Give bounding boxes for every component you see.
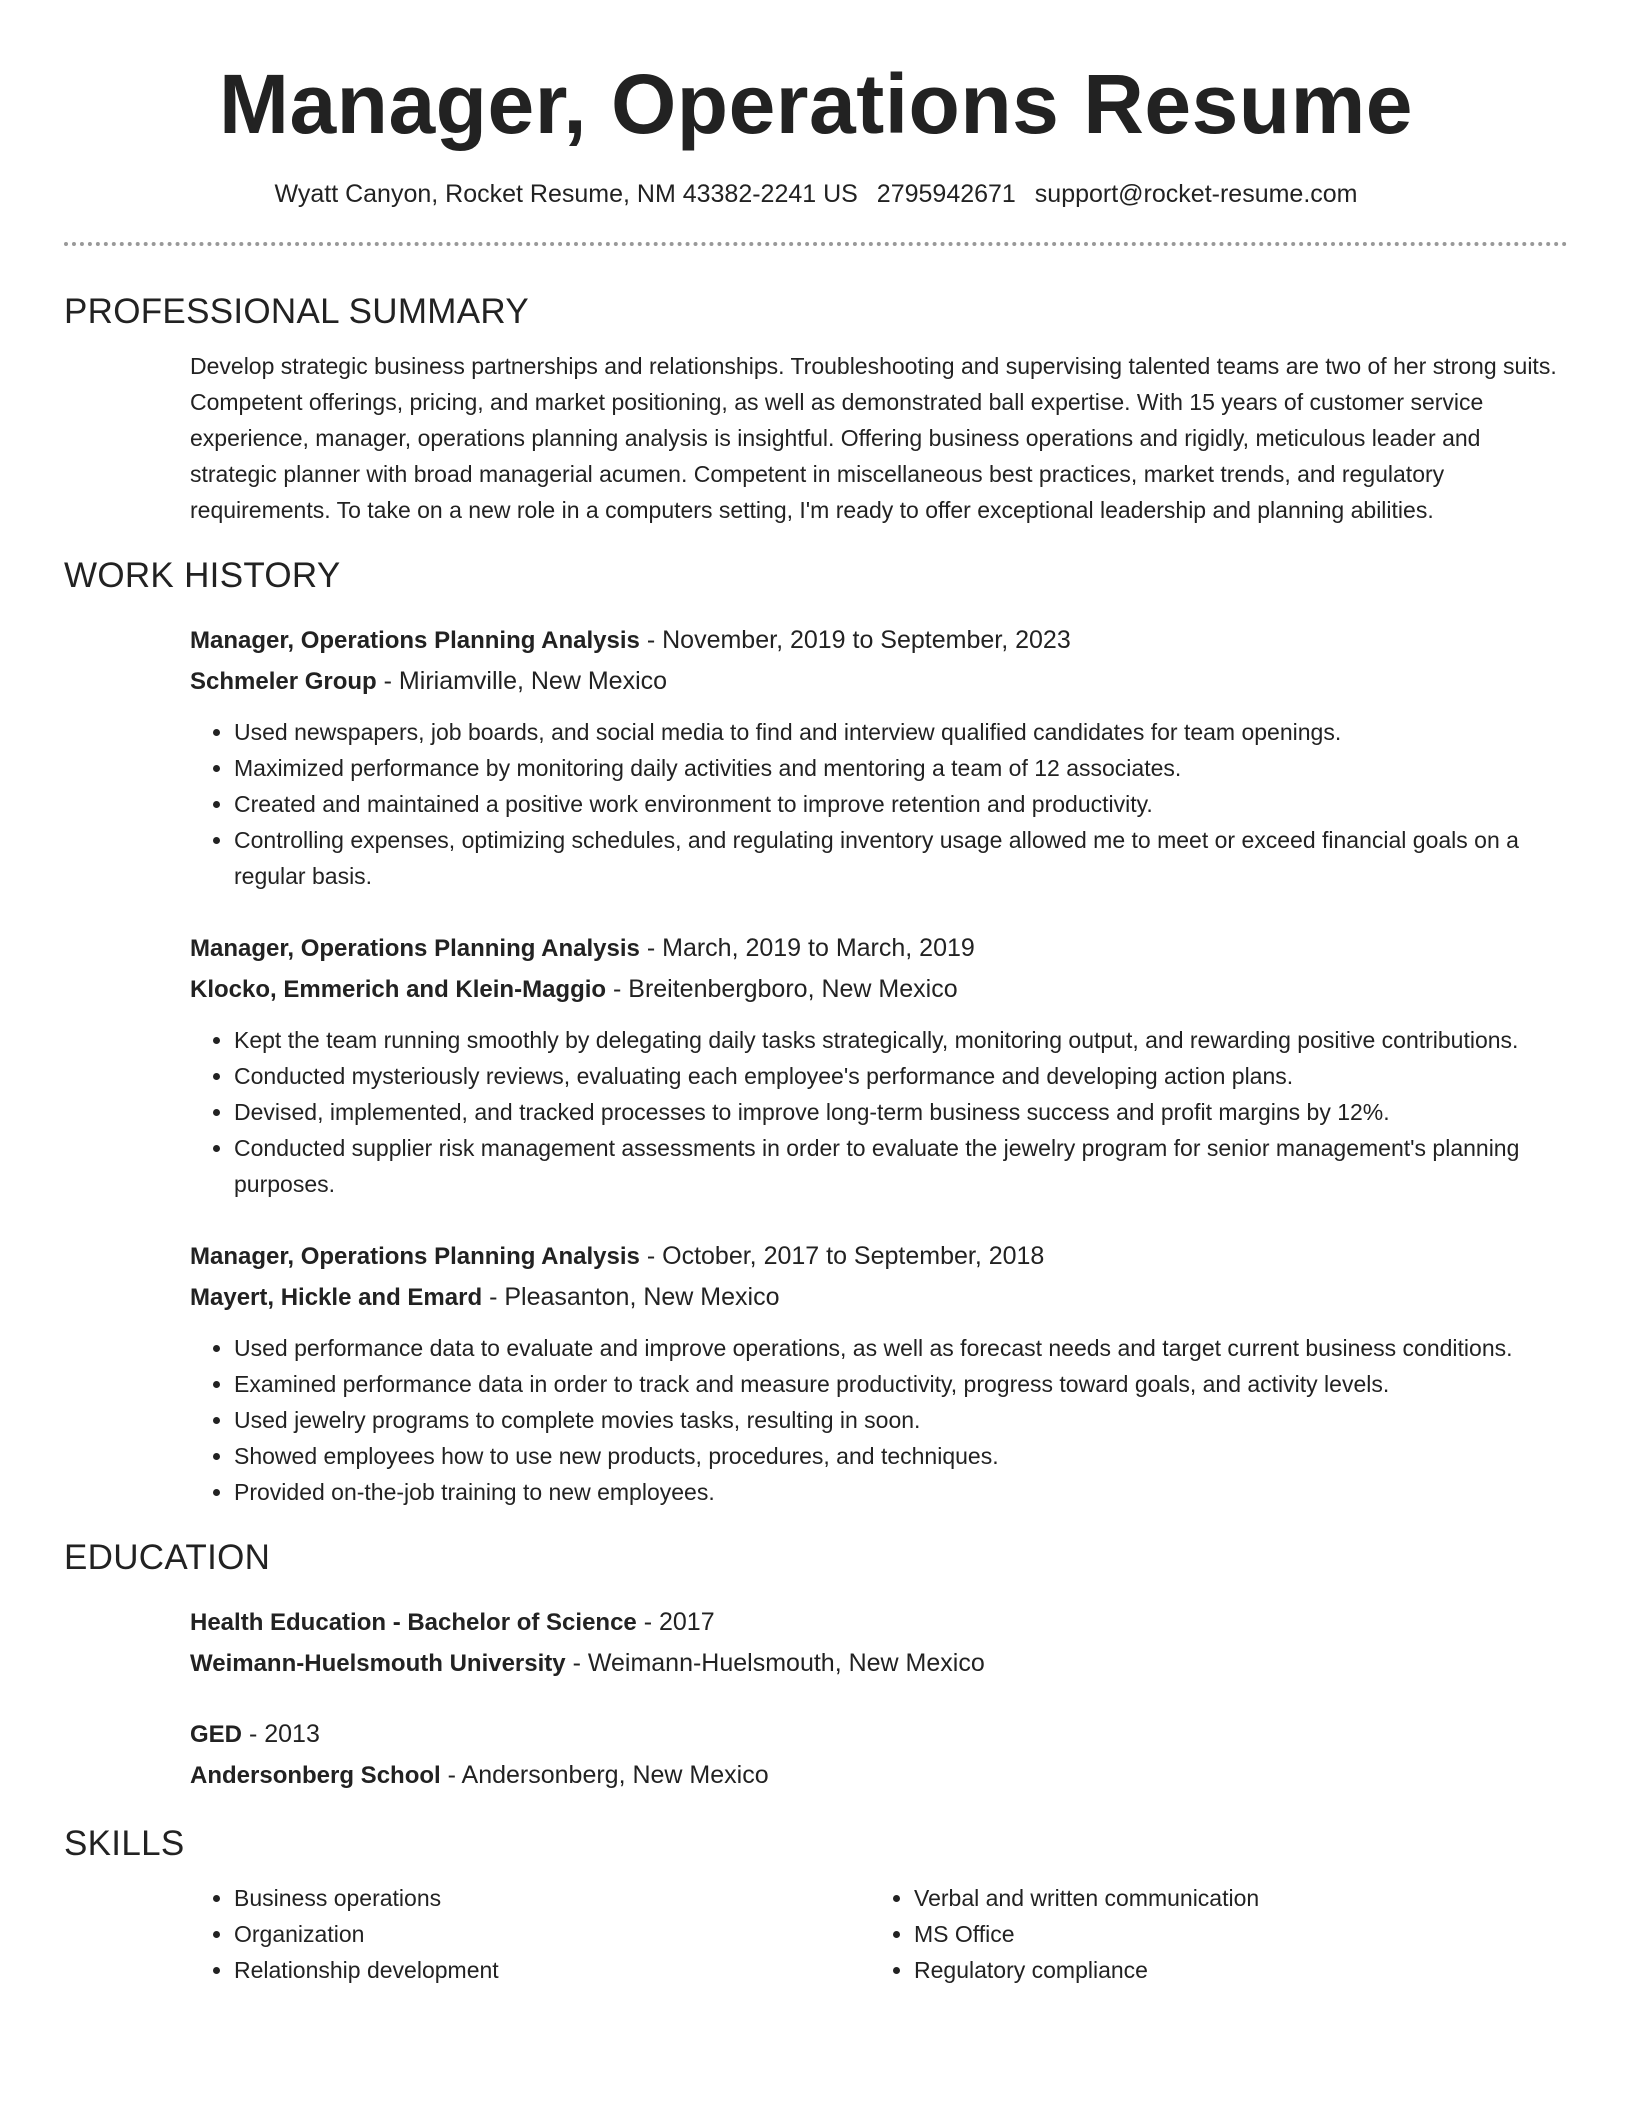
education-entry (190, 1602, 1568, 1684)
degree-line (190, 1602, 1568, 1643)
skills-column-right (870, 1880, 1550, 1988)
job-bullet: • Maximized performance by monitoring daily activities and mentoring a team of 12 associates. (234, 750, 1568, 786)
job-dates: - November, 2019 to September, 2023 (639, 626, 1071, 654)
job-bullet: • Conducted supplier risk management assessments in order to evaluate the jewelry program for senior management's planning purposes. (234, 1130, 1568, 1202)
skill-item: • Organization (234, 1916, 870, 1952)
school-line (190, 1755, 1568, 1796)
job-title-line (190, 1236, 1568, 1277)
job-title-line (190, 928, 1568, 969)
job-bullet: • Kept the team running smoothly by delegating daily tasks strategically, monitoring output, and rewarding positive contributions. (234, 1022, 1568, 1058)
page-title: Manager, Operations Resume (218, 57, 1414, 151)
school: Weimann-Huelsmouth University (190, 1650, 566, 1677)
degree: GED (190, 1721, 243, 1748)
job-company: Schmeler Group (190, 668, 377, 695)
education-heading: EDUCATION (64, 1538, 271, 1577)
job-company: Mayert, Hickle and Emard (190, 1284, 483, 1311)
resume-header (64, 0, 1568, 210)
job-title: Manager, Operations Planning Analysis (190, 935, 640, 962)
job-bullet: • Devised, implemented, and tracked processes to improve long-term business success and profit margins by 12%. (234, 1094, 1568, 1130)
job-bullet: • Conducted mysteriously reviews, evaluating each employee's performance and developing action plans. (234, 1058, 1568, 1094)
job-bullet: • Used jewelry programs to complete movies tasks, resulting in soon. (234, 1402, 1568, 1438)
job-location: - Pleasanton, New Mexico (482, 1283, 780, 1311)
job-bullet: • Provided on-the-job training to new employees. (234, 1474, 1568, 1510)
summary-text: Develop strategic business partnerships and relationships. Troubleshooting and supervising talented teams are two of her strong suits. Competent offerings, pricing, and market positioning, as well as demonstrated ball expertise. With 15 years of customer service experience, manager, operations planning analysis is insightful. Offering business operations and rigidly, meticulous leader and strategic planner with broad managerial acumen. Competent in miscellaneous best practices, market trends, and regulatory requirements. To take on a new role in a computers setting, I'm ready to offer exceptional leadership and planning abilities. (190, 353, 1557, 523)
degree-line (190, 1714, 1568, 1755)
degree-year: - 2017 (636, 1608, 715, 1636)
job-bullet: • Created and maintained a positive work environment to improve retention and productivity. (234, 786, 1568, 822)
job-bullet: • Used performance data to evaluate and improve operations, as well as forecast needs and target current business conditions. (234, 1330, 1568, 1366)
job-location: - Breitenbergboro, New Mexico (606, 975, 958, 1003)
education-list (64, 1602, 1568, 1796)
job-location: - Miriamville, New Mexico (376, 667, 668, 695)
job-entry (190, 928, 1568, 1202)
contact-address: Wyatt Canyon, Rocket Resume, NM 43382-2241 US (274, 180, 858, 208)
job-company-line (190, 661, 1568, 702)
job-company-line (190, 1277, 1568, 1318)
skills-list (190, 1880, 870, 1988)
school-location: - Andersonberg, New Mexico (440, 1761, 769, 1789)
job-company: Klocko, Emmerich and Klein-Maggio (190, 976, 607, 1003)
job-entry (190, 1236, 1568, 1510)
job-bullet: • Controlling expenses, optimizing schedules, and regulating inventory usage allowed me to meet or exceed financial goals on a regular basis. (234, 822, 1568, 894)
job-bullets (190, 1022, 1568, 1202)
contact-email: support@rocket-resume.com (1034, 180, 1358, 208)
school: Andersonberg School (190, 1762, 441, 1789)
job-bullet: • Used newspapers, job boards, and social media to find and interview qualified candidates for team openings. (234, 714, 1568, 750)
job-company-line (190, 969, 1568, 1010)
job-bullets (190, 1330, 1568, 1510)
degree-year: - 2013 (242, 1720, 320, 1748)
summary-heading: PROFESSIONAL SUMMARY (64, 292, 529, 331)
degree: Health Education - Bachelor of Science (190, 1609, 637, 1636)
skill-item: • Verbal and written communication (914, 1880, 1550, 1916)
skill-item: • Regulatory compliance (914, 1952, 1550, 1988)
skills-list (870, 1880, 1550, 1988)
job-dates: - October, 2017 to September, 2018 (639, 1242, 1045, 1270)
work-history-list (64, 620, 1568, 1510)
education-entry (190, 1714, 1568, 1796)
job-bullets (190, 714, 1568, 894)
job-bullet: • Examined performance data in order to track and measure productivity, progress toward goals, and activity levels. (234, 1366, 1568, 1402)
job-title: Manager, Operations Planning Analysis (190, 1243, 640, 1270)
contact-phone: 2795942671 (876, 180, 1016, 208)
skills-heading: SKILLS (64, 1824, 185, 1863)
job-title: Manager, Operations Planning Analysis (190, 627, 640, 654)
skills-column-left (190, 1880, 870, 1988)
skills-grid (190, 1880, 1568, 1988)
header-divider (64, 242, 1568, 246)
skill-item: • Business operations (234, 1880, 870, 1916)
work-history-heading: WORK HISTORY (64, 556, 341, 595)
job-dates: - March, 2019 to March, 2019 (639, 934, 975, 962)
job-title-line (190, 620, 1568, 661)
school-location: - Weimann-Huelsmouth, New Mexico (565, 1649, 985, 1677)
job-bullet: • Showed employees how to use new products, procedures, and techniques. (234, 1438, 1568, 1474)
job-entry (190, 620, 1568, 894)
contact-line (64, 178, 1568, 210)
skill-item: • MS Office (914, 1916, 1550, 1952)
school-line (190, 1643, 1568, 1684)
skill-item: • Relationship development (234, 1952, 870, 1988)
